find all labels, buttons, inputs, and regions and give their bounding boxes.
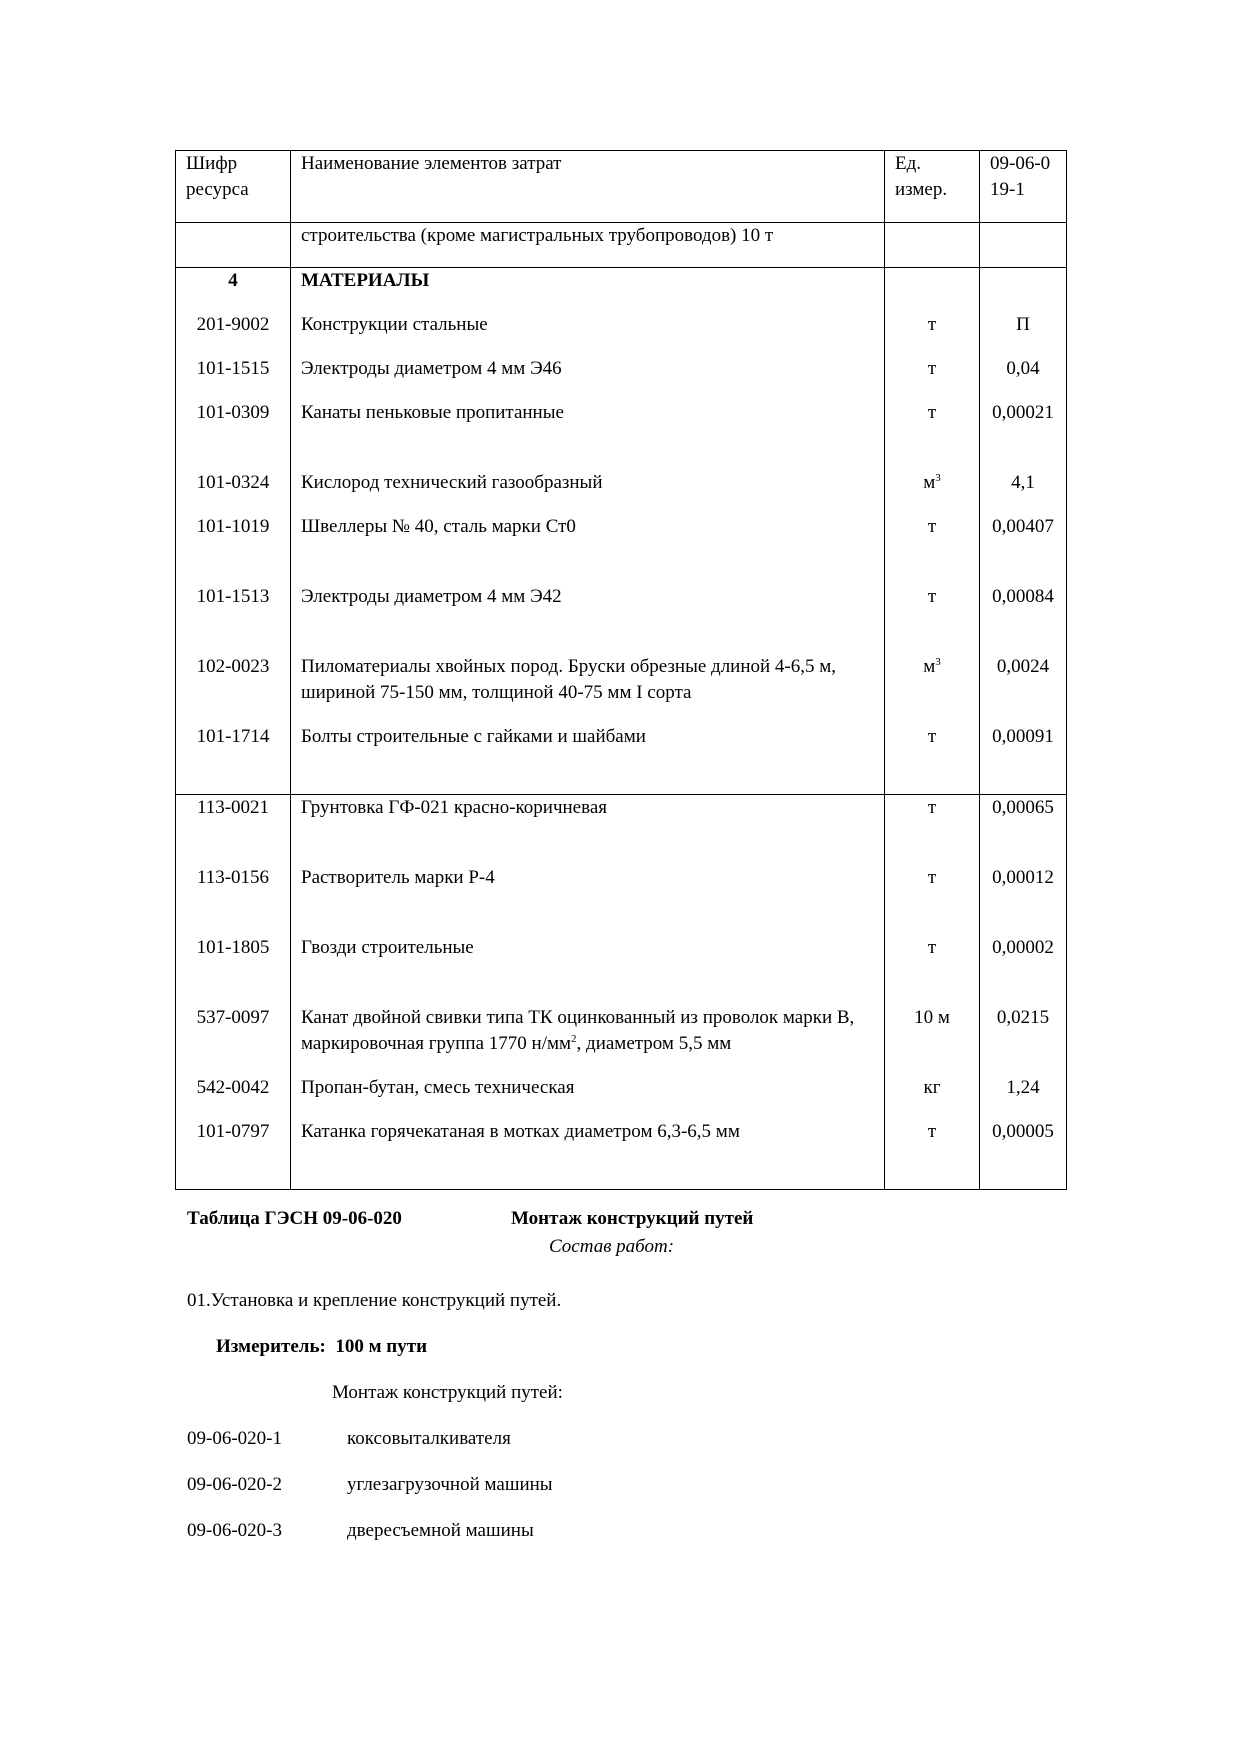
row-unit: кг (885, 1075, 980, 1119)
row-name: Кислород технический газообразный (291, 470, 885, 514)
section-title: МАТЕРИАЛЫ (291, 268, 885, 313)
row-value: 0,00005 (980, 1119, 1067, 1190)
table-row (176, 584, 1067, 654)
table-row (176, 356, 1067, 400)
row-value: 0,00084 (980, 584, 1067, 654)
list-item-code: 09-06-020-3 (187, 1520, 282, 1541)
list-item-code: 09-06-020-2 (187, 1474, 282, 1495)
row-value: 1,24 (980, 1075, 1067, 1119)
row-unit: т (885, 865, 980, 935)
row-code: 542-0042 (176, 1075, 291, 1119)
row-unit: т (885, 584, 980, 654)
header-code: Шифр ресурса (176, 151, 291, 223)
table-row (176, 654, 1067, 724)
row-code: 113-0021 (176, 795, 291, 866)
row-name: Швеллеры № 40, сталь марки Ст0 (291, 514, 885, 584)
row-unit: т (885, 312, 980, 356)
row-unit: $м^3$ (885, 470, 980, 514)
row-unit: т (885, 724, 980, 795)
row-value: 0,00407 (980, 514, 1067, 584)
row-code: 101-1019 (176, 514, 291, 584)
section-row (176, 268, 1067, 313)
row-code: 101-1714 (176, 724, 291, 795)
row-code: 101-1805 (176, 935, 291, 1005)
list-item-name: двересъемной машины (347, 1520, 534, 1541)
row-name: Катанка горячекатаная в мотках диаметром 6,3-6,5 мм (291, 1119, 885, 1190)
header-name: Наименование элементов затрат (291, 151, 885, 223)
list-item-code: 09-06-020-1 (187, 1428, 282, 1449)
table-id: Таблица ГЭСН 09-06-020 (187, 1208, 402, 1229)
row-value: 0,00002 (980, 935, 1067, 1005)
header-unit: Ед. измер. (885, 151, 980, 223)
row-value: 0,0024 (980, 654, 1067, 724)
table-title: Монтаж конструкций путей (511, 1208, 754, 1229)
row-name: Растворитель марки Р-4 (291, 865, 885, 935)
row-value: 0,00065 (980, 795, 1067, 866)
header-norm: 09-06-019-1 (980, 151, 1067, 223)
row-code: 101-0324 (176, 470, 291, 514)
row-name: Грунтовка ГФ-021 красно-коричневая (291, 795, 885, 866)
row-name: Пиломатериалы хвойных пород. Бруски обрезные длиной 4-6,5 м, шириной 75-150 мм, толщиной 40-75 мм I сорта (291, 654, 885, 724)
row-code: 201-9002 (176, 312, 291, 356)
row-unit: т (885, 1119, 980, 1190)
table-header-row (176, 151, 1067, 223)
table-row (176, 935, 1067, 1005)
row-unit: 10 м (885, 1005, 980, 1075)
row-name: Конструкции стальные (291, 312, 885, 356)
table-row (176, 400, 1067, 470)
work-composition-label: Состав работ: (549, 1236, 675, 1257)
measure-line (216, 1336, 427, 1358)
measure-value: 100 м пути (335, 1336, 428, 1357)
table-row (176, 514, 1067, 584)
row-code: 113-0156 (176, 865, 291, 935)
row-code: 537-0097 (176, 1005, 291, 1075)
list-item-name: коксовыталкивателя (347, 1428, 511, 1449)
table-row (176, 470, 1067, 514)
row-name: Пропан-бутан, смесь техническая (291, 1075, 885, 1119)
row-code: 101-1515 (176, 356, 291, 400)
row-name: Электроды диаметром 4 мм Э46 (291, 356, 885, 400)
row-name: Канат двойной свивки типа ТК оцинкованный из проволок марки В, маркировочная группа 1770 $н/мм^2$, диаметром 5,5 мм (291, 1005, 885, 1075)
continuation-text: строительства (кроме магистральных трубопроводов) 10 т (291, 223, 885, 268)
table-row (176, 1075, 1067, 1119)
section-code: 4 (176, 268, 291, 313)
row-name: Канаты пеньковые пропитанные (291, 400, 885, 470)
row-code: 102-0023 (176, 654, 291, 724)
row-value: 0,0215 (980, 1005, 1067, 1075)
row-code: 101-0797 (176, 1119, 291, 1190)
subtitle: Монтаж конструкций путей: (332, 1382, 563, 1403)
row-unit: т (885, 795, 980, 866)
table-row (176, 865, 1067, 935)
table-row (176, 795, 1067, 866)
table-row (176, 1119, 1067, 1190)
row-unit: $м^3$ (885, 654, 980, 724)
row-name: Электроды диаметром 4 мм Э42 (291, 584, 885, 654)
table-row (176, 1005, 1067, 1075)
row-unit: т (885, 356, 980, 400)
row-value: 0,00021 (980, 400, 1067, 470)
resource-table (175, 150, 1067, 1190)
work-item: 01.Установка и крепление конструкций путей. (187, 1290, 562, 1311)
row-unit: т (885, 935, 980, 1005)
table-row (176, 724, 1067, 795)
table-row (176, 312, 1067, 356)
row-name: Болты строительные с гайками и шайбами (291, 724, 885, 795)
row-code: 101-0309 (176, 400, 291, 470)
row-value: 0,00012 (980, 865, 1067, 935)
continuation-row (176, 223, 1067, 268)
row-code: 101-1513 (176, 584, 291, 654)
measure-label: Измеритель: (216, 1336, 326, 1357)
row-value: П (980, 312, 1067, 356)
row-unit: т (885, 400, 980, 470)
row-name: Гвозди строительные (291, 935, 885, 1005)
row-value: 0,00091 (980, 724, 1067, 795)
list-item-name: углезагрузочной машины (347, 1474, 553, 1495)
row-value: 0,04 (980, 356, 1067, 400)
row-unit: т (885, 514, 980, 584)
row-value: 4,1 (980, 470, 1067, 514)
